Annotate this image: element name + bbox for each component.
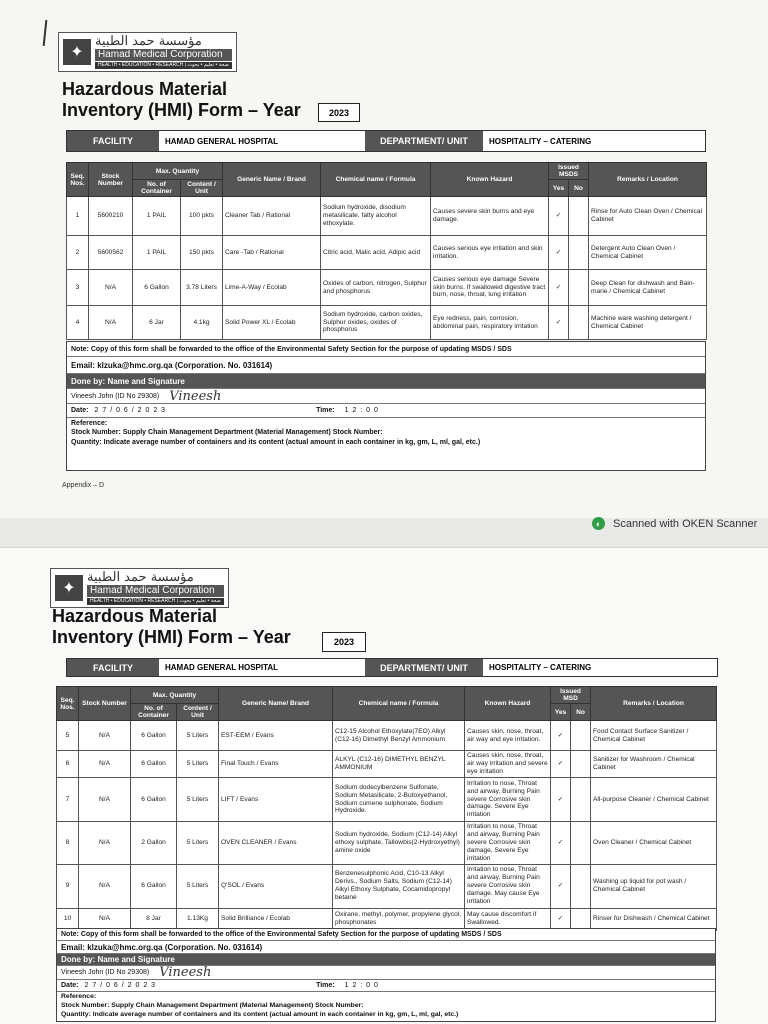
hmc-emblem-icon: ✦ [63,39,91,65]
facility-value: HAMAD GENERAL HOSPITAL [165,136,279,146]
header-hazard: Known Hazard [431,163,549,197]
table-row: 8 N/A 2 Gallon 5 Liters OVEN CLEANER / Evans Sodium hydroxide, Sodium (C12-14) Alkyl ethoxy sulphate, Tallowbis(2-Hydroxyethyl) amine oxide Irritation to nose, Throat and airway, Burning Pain severe Corrosive skin damage, Severe Eye irritation ✓ Oven Cleaner / Chemical Cabinet [57,822,717,865]
table-row: 3 N/A 6 Gallon 3.78 Liters Lime-A-Way / Ecolab Oxides of carbon, nitrogen, Sulphur and phosphorus Causes serious eye damage Severe skin burns. If swallowed digestive tract burn, nose, throat, lung irritation ✓ Deep Clean for dishwash and Bain-marie / Chemical Cabinet [67,270,707,306]
footer-reference: Reference: Stock Number: Supply Chain Management Department (Material Management) Stock Number: Quantity: Indicate average number of containers and its content (actual amount in each container in kg, gm, L, ml, gal, etc.) [71,420,481,446]
date-value: 2 7 / 0 6 / 2 0 2 3 [94,407,167,414]
department-label: DEPARTMENT/ UNIT [365,131,483,151]
inventory-table-1 [66,162,707,340]
year-box: 2023 [318,103,360,122]
department-value: HOSPITALITY – CATERING [489,136,592,146]
form-footer-1 [66,341,706,471]
form-title: Hazardous Material Inventory (HMI) Form – Year [52,606,291,647]
date-label: Date: [71,407,89,414]
header-content: Content / Unit [181,180,223,197]
facility-bar: FACILITY HAMAD GENERAL HOSPITAL DEPARTMENT/ UNIT HOSPITALITY – CATERING [66,658,718,677]
hmc-logo: ✦ مؤسسة حمد الطبية Hamad Medical Corporation HEALTH • EDUCATION • RESEARCH | صحة • تعليم • بحوث [50,568,229,608]
table-row: 1 5600210 1 PAIL 100 pkts Cleaner Tab / Rational Sodium hydroxide, disodium metasilicate, fatty alcohol ethoxylate. Causes severe skin burns and eye damage. ✓ Rinse for Auto Clean Oven / Chemical Cabinet [67,197,707,236]
table-row: 9 N/A 6 Gallon 5 Liters Q'SOL / Evans Benzenesulphonic Acid, C10-13 Alkyl Derivs., Sodium Salts, Sodium (C12-14) Alkyl Ethoxy Sulphate, Cocamidopropyl betaine Irritation to nose, Throat and airway, Burning Pain severe Corrosive skin damage. May cause Eye irritation ✓ Washing up liquid for pot wash / Chemical Cabinet [57,864,717,908]
check-icon: ✓ [549,306,569,340]
table-row: 10 N/A 8 Jar 1.13Kg Solid Brilliance / Ecolab Oxirane, methyl, polymer, propylene glycol, phosphonates May cause discomfort if Swallowed. ✓ Rinser for Dishwash / Chemical Cabinet [57,908,717,930]
table-row: 7 N/A 6 Gallon 5 Liters LIFT / Evans Sodium dodecylbenzene Sulfonate, Sodium Metasilicate, 2-Butoxyethanol, Sodium cumene sulphonate, Sodium Hydroxide. Irritation to nose, Throat and airway, Burning Pain severe Corrosive skin damage. Severe Eye irritation ✓ All-purpose Cleaner / Chemical Cabinet [57,778,717,822]
table-row: 4 N/A 6 Jar 4.1kg Solid Power XL / Ecolab Sodium hydroxide, carbon oxides, Sulphur oxides, oxides of phosphorus Eye redness, pain, corrosion, abdominal pain, respiratory irritation ✓ Machine ware washing detergent / Chemical Cabinet [67,306,707,340]
check-icon: ✓ [549,197,569,236]
check-icon: ✓ [549,270,569,306]
time-value: 1 2 : 0 0 [344,407,379,414]
logo-arabic: مؤسسة حمد الطبية [95,34,202,49]
footer-date-row [67,404,705,418]
form-title: Hazardous Material Inventory (HMI) Form – Year [62,79,301,120]
check-icon: ✓ [551,721,571,751]
scanner-logo-icon: ◐ [592,517,605,530]
header-stock: Stock Number [89,163,133,197]
header-no: No [569,180,589,197]
logo-english: Hamad Medical Corporation [95,49,232,61]
check-icon: ✓ [551,908,571,930]
header-max-quantity: Max. Quantity [133,163,223,180]
check-icon: ✓ [551,751,571,778]
check-icon: ✓ [551,822,571,865]
time-label: Time: [316,407,335,414]
signature: Vineesh [169,388,222,404]
header-msds: Issued MSDS [549,163,589,180]
footer-name-row [67,389,705,404]
footer-done-by: Done by: Name and Signature [67,374,705,389]
header-seq: Seq. Nos. [67,163,89,197]
hmc-emblem-icon: ✦ [55,575,83,601]
facility-label: FACILITY [67,131,159,151]
check-icon: ✓ [551,864,571,908]
appendix-label: Appendix – D [62,482,105,489]
footer-note: Note: Copy of this form shall be forwarded to the office of the Environmental Safety Section for the purpose of updating MSDS / SDS [67,342,705,357]
header-containers: No. of Container [133,180,181,197]
inventory-table-2: Seq. Nos. Stock Number Max. Quantity Generic Name/ Brand Chemical name / Formula Known Hazard Issued MSD Remarks / Location No. of Container Content / Unit Yes No 5 N/A 6 Gallon 5 Liters EST-EEM / Evans C12-15 Alcohol Ethoxylate(7EO) Alkyl (C12-16) Dimethyl Benzyl Ammonium Causes skin, nose, throat, air way and eye irritation. ✓ Food Contact Surface Sanitizer / Chemical Cabinet 6 N/A 6 Gallon 5 Liters Final Touch / Evans ALKYL (C12-16) DIMETHYL BENZYL AMMONIUM Causes skin, nose, throat, air way irritation and severe eye irritation ✓ Sanitizer for Washroom / Chemical Cabinet 7 N/A 6 Gallon 5 Liters LIFT / Evans Sodium dodecylbenzene Sulfonate, Sodium Metasilicate, 2-Butoxyethanol, Sodium cumene sulphonate, Sodium Hydroxide. Irritation to nose, Throat and airway, Burning Pain severe Corrosive skin damage. Severe Eye irritation ✓ All-purpose Cleaner / Chemical Cabinet 8 N/A 2 Gallon 5 Liters OVEN CLEANER / Evans Sodium hydroxide, Sodium (C12-14) Alkyl ethoxy sulphate, Tallowbis(2-Hydroxyethyl) amine oxide Irritation to nose, Throat and airway, Burning Pain severe Corrosive skin damage, Severe Eye irritation ✓ Oven Cleaner / Chemical Cabinet 9 N/A 6 Gallon 5 Liters Q'SOL / Evans Benzenesulphonic Acid, C10-13 Alkyl Derivs., Sodium Salts, Sodium (C12-14) Alkyl Ethoxy Sulphate, Cocamidopropyl betaine Irritation to nose, Throat and airway, Burning Pain severe Corrosive skin damage. May cause Eye irritation ✓ Washing up liquid for pot wash / Chemical Cabinet 10 N/A 8 Jar 1.13Kg Solid Brilliance / Ecolab Oxirane, methyl, polymer, propylene glycol, phosphonates May cause discomfort if Swallowed. ✓ Rinser for Dishwash / Chemical Cabinet [56,686,717,931]
year-box: 2023 [322,632,366,652]
table-row: 6 N/A 6 Gallon 5 Liters Final Touch / Evans ALKYL (C12-16) DIMETHYL BENZYL AMMONIUM Causes skin, nose, throat, air way irritation and severe eye irritation ✓ Sanitizer for Washroom / Chemical Cabinet [57,751,717,778]
logo-tagline: HEALTH • EDUCATION • RESEARCH | صحة • تعليم • بحوث [95,62,232,69]
header-yes: Yes [549,180,569,197]
check-icon: ✓ [551,778,571,822]
footer-email: Email: klzuka@hmc.org.qa (Corporation. No. 031614) [67,357,705,374]
pen-mark [43,20,48,46]
form-page-2 [0,548,768,1024]
signature: Vineesh [159,965,212,980]
scanner-watermark: ◐ Scanned with OKEN Scanner [592,517,757,530]
hmc-logo [58,32,237,72]
footer-name: Vineesh John (ID No 29308) [71,392,160,400]
form-footer-2: Note: Copy of this form shall be forwarded to the office of the Environmental Safety Section for the purpose of updating MSDS / SDS Email: klzuka@hmc.org.qa (Corporation. No. 031614) Done by: Name and Signature Vineesh John (ID No 29308) Vineesh Date: 2 7 / 0 6 / 2 0 2 3 Time: 1 2 : 0 0 Reference: Stock Number: Supply Chain Management Department (Material Management) Stock Number: Quantity: Indicate average number of containers and its content (actual amount in each container in kg, gm, L, ml, gal, etc.) [56,928,716,1022]
table-row: 2 5600562 1 PAIL 150 pkts Care -Tab / Rational Citric acid, Malic acid, Adipic acid Causes serious eye irritation and skin irritation. ✓ Detergent Auto Clean Oven / Chemical Cabinet [67,236,707,270]
header-chemical: Chemical name / Formula [321,163,431,197]
header-generic: Generic Name / Brand [223,163,321,197]
facility-bar [66,130,706,152]
table-row: 5 N/A 6 Gallon 5 Liters EST-EEM / Evans C12-15 Alcohol Ethoxylate(7EO) Alkyl (C12-16) Dimethyl Benzyl Ammonium Causes skin, nose, throat, air way and eye irritation. ✓ Food Contact Surface Sanitizer / Chemical Cabinet [57,721,717,751]
header-remarks: Remarks / Location [589,163,707,197]
check-icon: ✓ [549,236,569,270]
